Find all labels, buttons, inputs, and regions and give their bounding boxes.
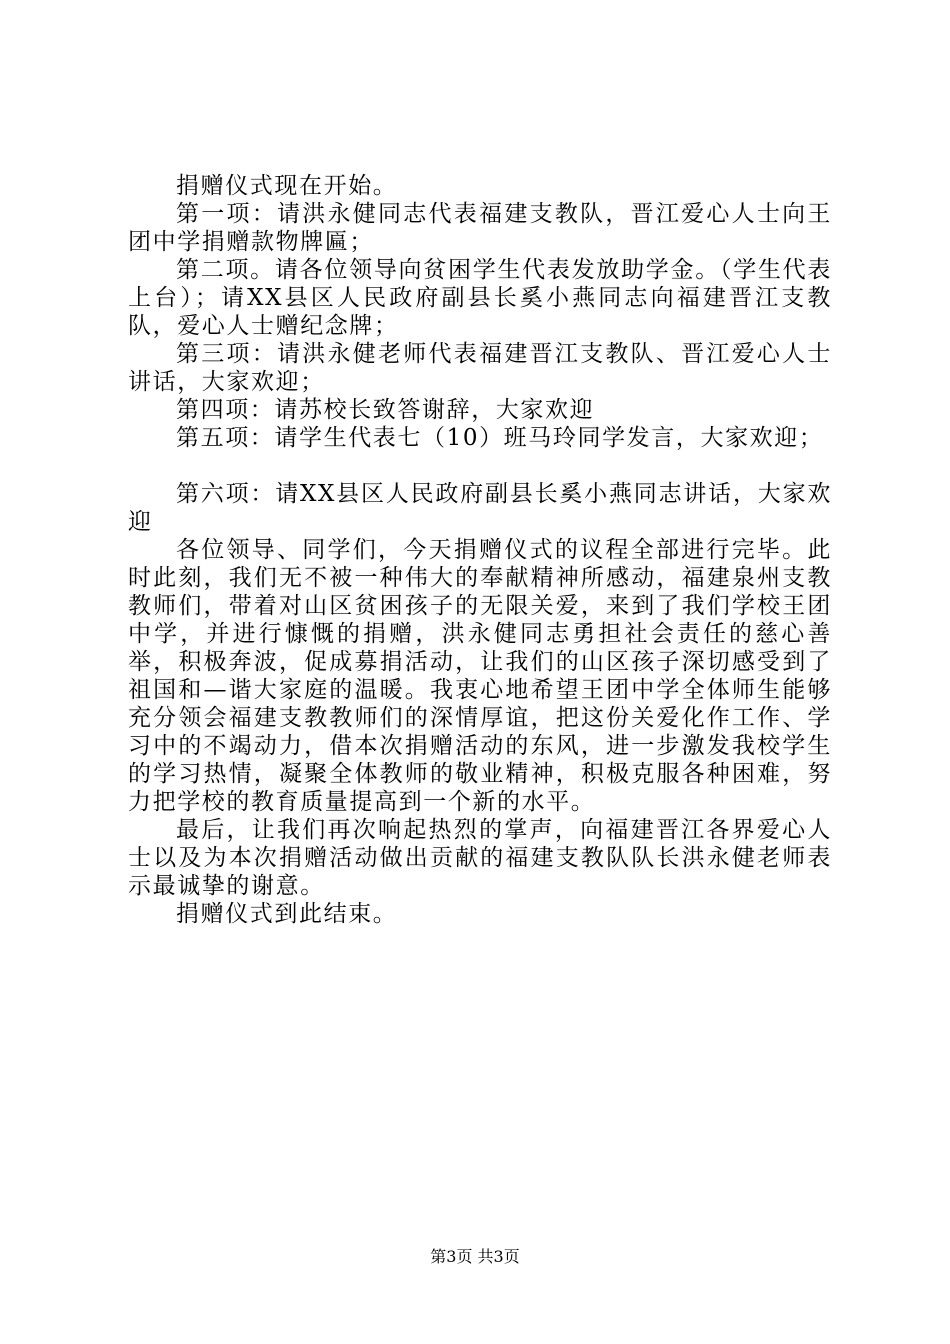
paragraph-item-3: 第三项：请洪永健老师代表福建晋江支教队、晋江爱心人士讲话，大家欢迎； xyxy=(128,341,832,395)
paragraph-thanks: 最后，让我们再次响起热烈的掌声，向福建晋江各界爱心人士以及为本次捐赠活动做出贡献的福建支教队队长洪永健老师表示最诚挚的谢意。 xyxy=(128,817,832,899)
paragraph-item-2: 第二项。请各位领导向贫困学生代表发放助学金。（学生代表上台）；请XX县区人民政府副县长奚小燕同志向福建晋江支教队，爱心人士赠纪念牌； xyxy=(128,257,832,339)
paragraph-item-6: 第六项：请XX县区人民政府副县长奚小燕同志讲话，大家欢迎 xyxy=(128,481,832,535)
paragraph-opening: 捐赠仪式现在开始。 xyxy=(176,173,398,199)
page-number-footer: 第3页 共3页 xyxy=(430,1247,520,1266)
paragraph-item-5: 第五项：请学生代表七（10）班马玲同学发言，大家欢迎； xyxy=(176,425,824,451)
paragraph-item-1: 第一项：请洪永健同志代表福建支教队，晋江爱心人士向王团中学捐赠款物牌匾； xyxy=(128,201,832,255)
document-body xyxy=(128,172,832,928)
paragraph-ending: 捐赠仪式到此结束。 xyxy=(176,901,398,927)
paragraph-closing-remarks: 各位领导、同学们，今天捐赠仪式的议程全部进行完毕。此时此刻，我们无不被一种伟大的奉献精神所感动，福建泉州支教教师们，带着对山区贫困孩子的无限关爱，来到了我们学校王团中学，并进行慷慨的捐赠，洪永健同志勇担社会责任的慈心善举，积极奔波，促成募捐活动，让我们的山区孩子深切感受到了祖国和—谐大家庭的温暖。我衷心地希望王团中学全体师生能够充分领会福建支教教师们的深情厚谊，把这份关爱化作工作、学习中的不竭动力，借本次捐赠活动的东风，进一步激发我校学生的学习热情，凝聚全体教师的敬业精神，积极克服各种困难，努力把学校的教育质量提高到一个新的水平。 xyxy=(128,537,832,815)
paragraph-item-4: 第四项：请苏校长致答谢辞，大家欢迎 xyxy=(176,397,595,423)
